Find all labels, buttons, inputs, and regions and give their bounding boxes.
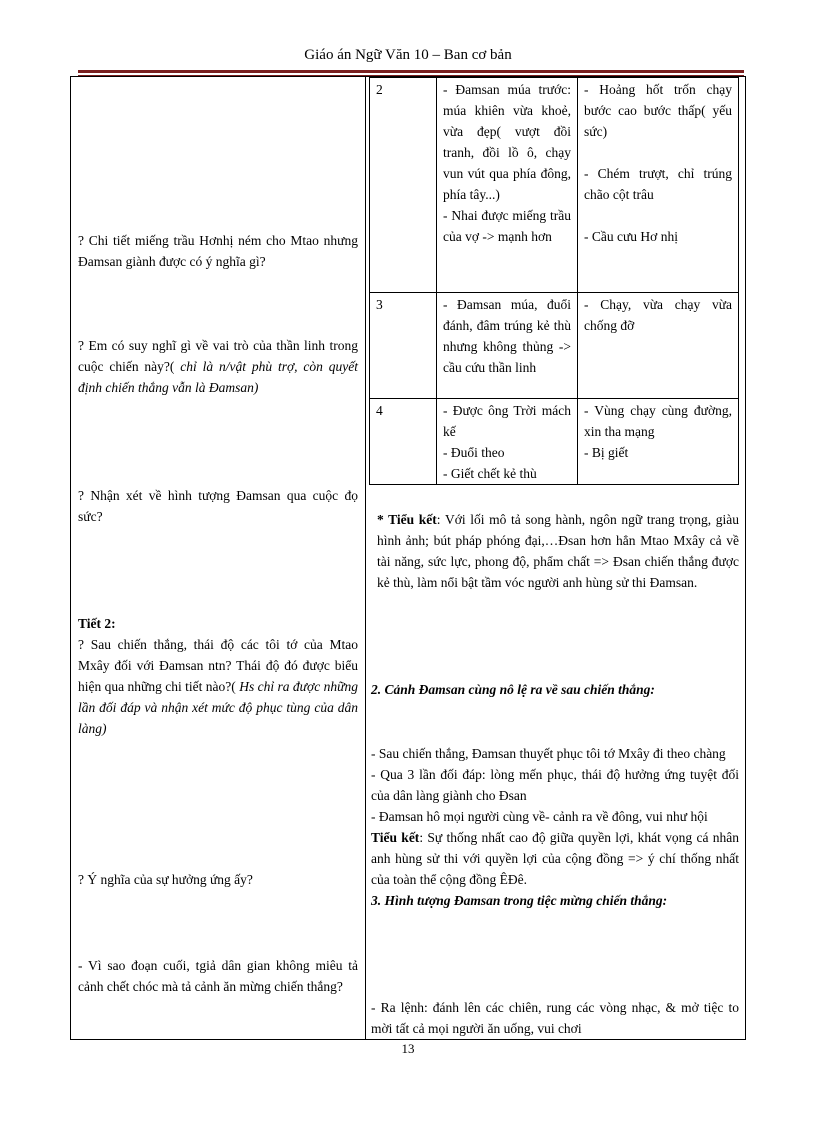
- header-rule-thick: [78, 70, 744, 73]
- damsan-action-line: - Đamsan múa, đuổi đánh, đâm trúng kẻ thù nhưng không thủng -> cầu cứu thần linh: [443, 297, 571, 375]
- section-3-heading: 3. Hình tượng Đamsan trong tiệc mừng chiến thắng:: [371, 893, 668, 908]
- question-deities-text: ? Em có suy nghĩ gì về vai trò của thần linh trong cuộc chiến này?(: [78, 338, 358, 374]
- question-deities: [78, 335, 358, 398]
- question-celebration: - Vì sao đoạn cuối, tgiả dân gian không miêu tả cảnh chết chóc mà tả cảnh ăn mừng chiến thắng?: [78, 958, 358, 994]
- table-row: [370, 78, 739, 293]
- column-divider: [365, 77, 366, 1040]
- summary-1-label: * Tiểu kết: [377, 512, 437, 527]
- damsan-actions: [437, 293, 578, 399]
- list-item: - Sau chiến thắng, Đamsan thuyết phục tôi tớ Mxây đi theo chàng: [371, 746, 726, 761]
- summary-2-text: : Sự thống nhất cao độ giữa quyền lợi, khát vọng cá nhân anh hùng sử thi với quyền lợi của cộng đồng => ý chí thống nhất của toàn thể cộng đồng ÊĐê.: [371, 830, 739, 887]
- round-number: 3: [370, 293, 437, 399]
- mtao-action-line: - Bị giết: [584, 445, 629, 460]
- damsan-action-line: - Nhai được miếng trầu của vợ -> mạnh hơn: [443, 208, 571, 244]
- damsan-action-line: - Giết chết kẻ thù: [443, 466, 537, 481]
- summary-1: [371, 509, 739, 593]
- list-item: - Qua 3 lần đối đáp: lòng mến phục, thái độ hưởng ứng tuyệt đối của dân làng giành cho Đsan: [371, 767, 739, 803]
- page-number: 13: [401, 1041, 415, 1056]
- summary-2: [371, 827, 739, 890]
- section-3-item: - Ra lệnh: đánh lên các chiên, rung các vòng nhạc, & mở tiệc to mời tất cả mọi người ăn uống, vui chơi: [371, 1000, 739, 1036]
- damsan-action-line: - Đuổi theo: [443, 445, 505, 460]
- question-servants: [78, 634, 358, 739]
- mtao-action-line: - Chạy, vừa chạy vừa chống đỡ: [584, 297, 732, 333]
- mtao-action-line: - Vùng chạy cùng đường, xin tha mạng: [584, 403, 732, 439]
- damsan-actions: [437, 78, 578, 293]
- mtao-actions: [578, 293, 739, 399]
- table-row: [370, 399, 739, 485]
- question-servants-text: ? Sau chiến thắng, thái độ các tôi tớ của Mtao Mxây đối với Đamsan ntn? Thái độ đó được biểu hiện qua những chi tiết nào?(: [78, 637, 358, 694]
- page-header: Giáo án Ngữ Văn 10 – Ban cơ bản: [304, 47, 512, 63]
- question-response-meaning: ? Ý nghĩa của sự hưởng ứng ấy?: [78, 872, 253, 887]
- round-number: 4: [370, 399, 437, 485]
- damsan-action-line: - Đamsan múa trước: múa khiên vừa khoẻ, vừa đẹp( vượt đồi tranh, đồi lồ ô, chạy vun vút qua phía đông, phía tây...): [443, 82, 571, 202]
- question-damsan-image: ? Nhận xét về hình tượng Đamsan qua cuộc đọ sức?: [78, 488, 358, 524]
- section-2-list: [371, 743, 739, 911]
- mtao-action-line: - Chém trượt, chỉ trúng chão cột trâu: [584, 166, 732, 202]
- question-servants-note: Hs chỉ ra được những lần đối đáp và nhận xét mức độ phục tùng của dân làng): [78, 679, 358, 736]
- mtao-action-line: - Cầu cưu Hơ nhị: [584, 229, 678, 244]
- damsan-action-line: - Được ông Trời mách kế: [443, 403, 571, 439]
- list-item: - Đamsan hô mọi người cùng về- cảnh ra về đông, vui như hội: [371, 809, 708, 824]
- mtao-actions: [578, 78, 739, 293]
- mtao-action-line: - Hoảng hốt trốn chạy bước cao bước thấp( yếu sức): [584, 82, 732, 139]
- summary-2-label: Tiểu kết: [371, 830, 420, 845]
- table-row: [370, 293, 739, 399]
- question-deities-note: chỉ là n/vật phù trợ, còn quyết định chiến thắng vẫn là Đamsan): [78, 359, 358, 395]
- lesson-period-2: Tiết 2:: [78, 616, 116, 631]
- question-betel: ? Chi tiết miếng trầu Hơnhị ném cho Mtao nhưng Đamsan giành được có ý nghĩa gì?: [78, 233, 358, 269]
- combat-comparison-table: [369, 77, 739, 485]
- summary-1-text: : Với lối mô tả song hành, ngôn ngữ trang trọng, giàu hình ảnh; bút pháp phóng đại,…Đsan hơn hẳn Mtao Mxây cả về tài năng, sức lực, phong độ, phẩm chất => Đsan chiến thắng được kẻ thù, làm nổi bật tầm vóc người anh hùng sử thi Đamsan.: [377, 512, 739, 590]
- round-number: 2: [370, 78, 437, 293]
- mtao-actions: [578, 399, 739, 485]
- lesson-plan-frame: [70, 76, 746, 1040]
- section-2-heading: 2. Cảnh Đamsan cùng nô lệ ra về sau chiến thắng:: [371, 682, 655, 697]
- damsan-actions: [437, 399, 578, 485]
